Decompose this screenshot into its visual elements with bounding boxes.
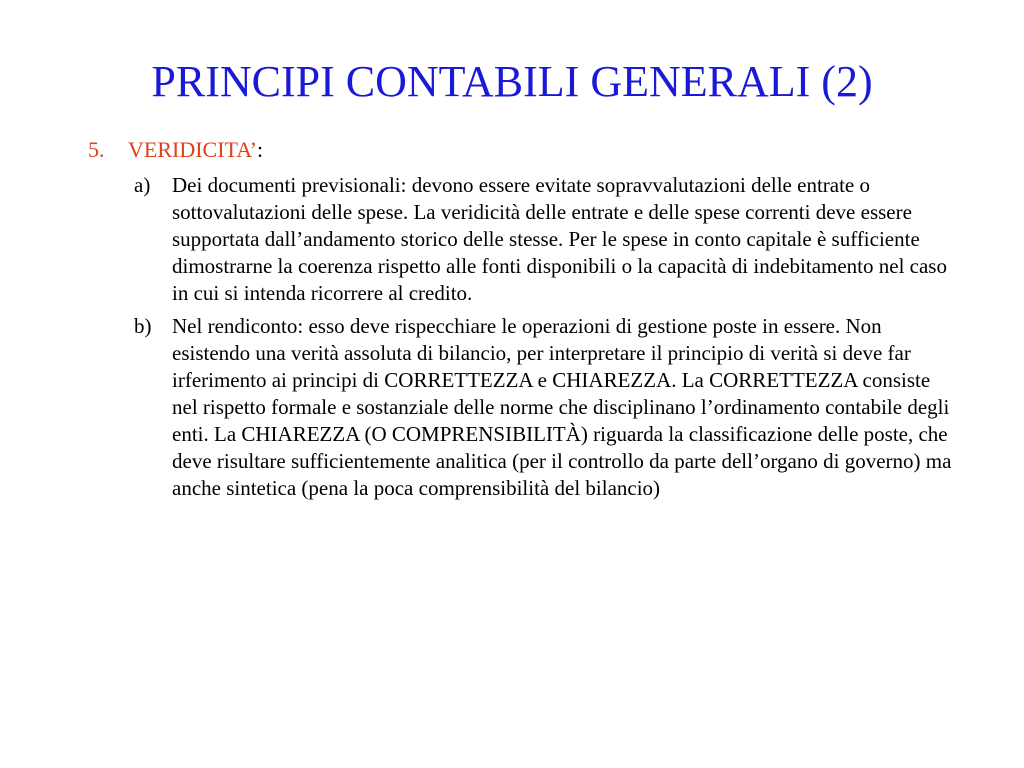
list-marker-a: a) [134,173,151,197]
list-text-a: Dei documenti previsionali: devono essere evitate sopravvalutazioni delle entrate o sottovalutazioni delle spese. La veridicità delle entrate e delle spese correnti deve essere supportata dall’andamento storico delle stesse. Per le spese in conto capitale è sufficiente dimostrarne la coerenza rispetto alle fonti disponibili o la capacità di indebitamento nel caso in cui si intenda ricorrere al credito. [172,173,947,305]
section-punct: : [257,137,264,162]
section-number: 5. [88,137,105,162]
list-marker-b: b) [134,314,152,338]
slide-title: PRINCIPI CONTABILI GENERALI (2) [151,57,873,106]
list-item-a [134,172,954,307]
section-heading [88,136,263,164]
list-text-b: Nel rendiconto: esso deve rispecchiare le operazioni di gestione poste in essere. Non esistendo una verità assoluta di bilancio, per interpretare il principio di verità si deve far irferimento ai principi di CORRETTEZZA e CHIAREZZA. La CORRETTEZZA consiste nel rispetto formale e sostanziale delle norme che disciplinano l’ordinamento contabile degli enti. La CHIAREZZA (O COMPRENSIBILITÀ) riguarda la classificazione delle poste, che deve risultare sufficientemente analitica (per il controllo da parte dell’organo di governo) ma anche sintetica (pena la poca comprensibilità del bilancio) [172,314,952,500]
list-item-b [134,313,954,502]
section-label: VERIDICITA’ [128,137,257,162]
sub-item-list [134,172,954,508]
